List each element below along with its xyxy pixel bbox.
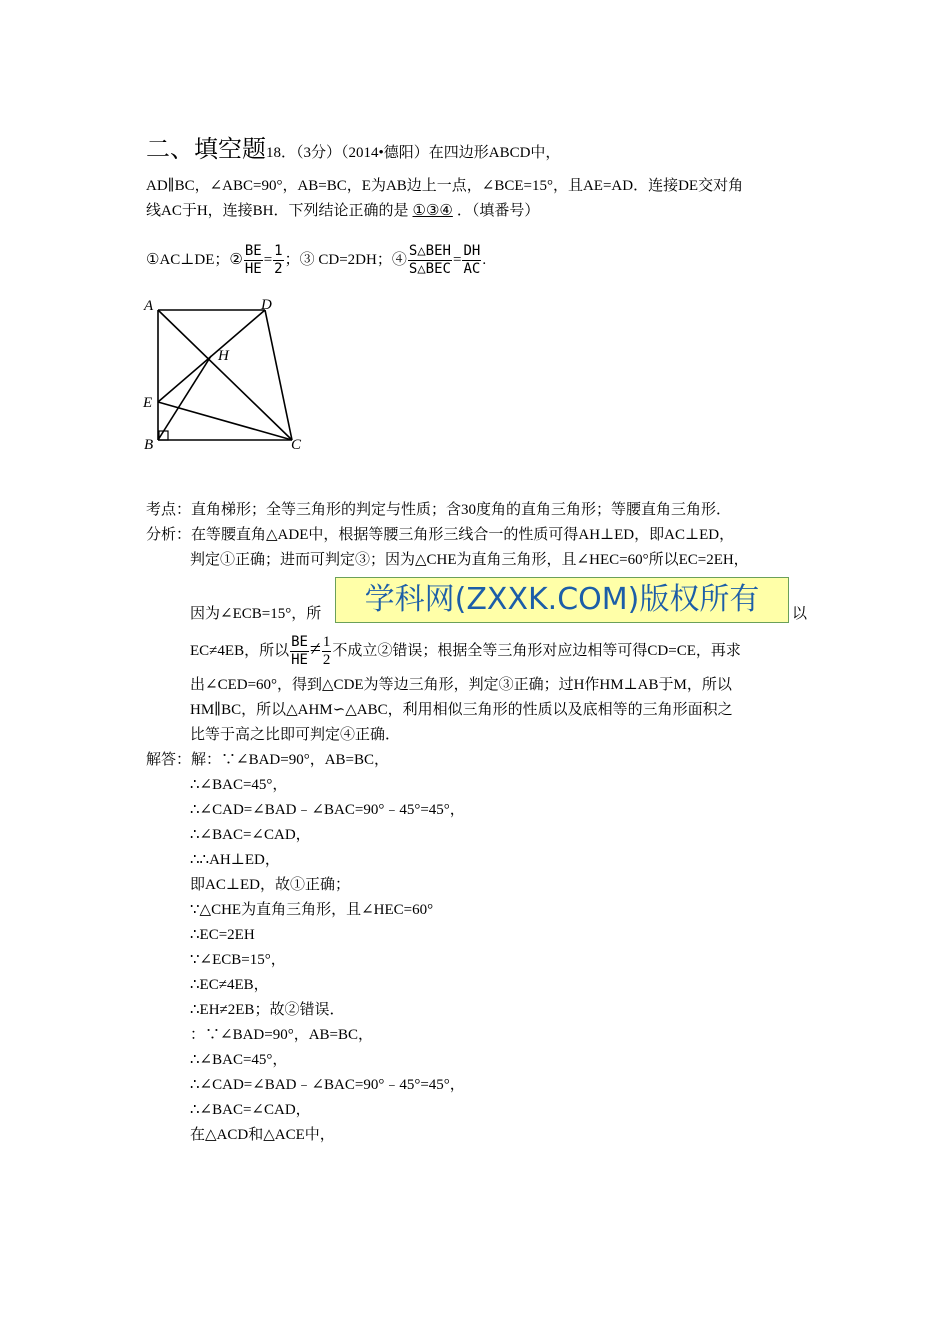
option-end: . (482, 252, 487, 268)
kaodian-line: 考点：直角梯形；全等三角形的判定与性质；含30度角的直角三角形；等腰直角三角形． (146, 502, 732, 518)
jieda-line: ∴∴AH⊥ED， (190, 852, 280, 868)
fenxi-line-3: 因为∠ECB=15°，所 (190, 606, 322, 622)
jieda-line: ∵∠ECB=15°， (190, 952, 286, 968)
fraction-one-half (322, 634, 332, 669)
jieda-line: ∴EH≠2EB；故②错误． (190, 1002, 345, 1018)
geometry-figure (140, 292, 320, 457)
fenxi-line-5: 出∠CED=60°，得到△CDE为等边三角形，判定③正确；过H作HM⊥AB于M，所以 (190, 677, 732, 693)
jieda-line-1: 解答：解：∵∠BAD=90°，AB=BC， (146, 752, 390, 768)
segment-bh (158, 356, 211, 440)
problem-line-2-end: ．（填番号） (456, 203, 540, 219)
section-title: 二、填空题 (146, 137, 266, 163)
jieda-line: 即AC⊥ED，故①正确； (190, 877, 350, 893)
watermark-banner: 学科网(ZXXK.COM)版权所有 (335, 577, 789, 623)
jieda-line: ∴∠BAC=∠CAD， (190, 827, 311, 843)
jieda-line: ∴EC=2EH (190, 927, 255, 943)
label-h: H (218, 348, 229, 364)
fraction-numerator: 1 (274, 243, 283, 260)
equals-sign: = (452, 252, 462, 268)
jieda-line: ∴EC≠4EB， (190, 977, 269, 993)
fraction-denominator: S△BEC (408, 261, 451, 278)
fenxi-line-7: 比等于高之比即可判定④正确． (190, 727, 401, 743)
fraction-numerator: 1 (322, 634, 331, 651)
jieda-line: 在△ACD和△ACE中， (190, 1127, 335, 1143)
jieda-line: ∴∠BAC=45°， (190, 1052, 288, 1068)
jieda-line: ∴∠CAD=∠BAD﹣∠BAC=90°﹣45°=45°， (190, 802, 465, 818)
question-intro: 18．（3分）（2014•德阳）在四边形ABCD中， (266, 145, 561, 161)
fraction-numerator: BE (291, 634, 308, 651)
label-c: C (291, 437, 302, 453)
fraction-numerator: S△BEH (408, 243, 451, 260)
fenxi-line-4 (190, 627, 741, 673)
fenxi-line-4-end: 不成立②错误；根据全等三角形对应边相等可得CD=CE，再求 (332, 643, 741, 659)
option-1-text: ①AC⊥DE；② (146, 252, 243, 268)
fraction-numerator: DH (463, 243, 481, 260)
fraction-numerator: BE (244, 243, 262, 260)
problem-line-1: AD∥BC，∠ABC=90°，AB=BC，E为AB边上一点，∠BCE=15°，且AE=AD．连接DE交对角 (146, 178, 744, 194)
label-e: E (143, 395, 153, 411)
fenxi-line-4-text: EC≠4EB，所以 (190, 643, 290, 659)
fraction-be-he (244, 243, 263, 278)
jieda-line: ∴∠BAC=45°， (190, 777, 288, 793)
label-a: A (144, 298, 154, 314)
fenxi-line-2: 判定①正确；进而可判定③；因为△CHE为直角三角形，且∠HEC=60°所以EC=2EH， (190, 552, 749, 568)
label-b: B (144, 437, 154, 453)
segment-de (158, 310, 265, 402)
equals-sign: = (263, 252, 273, 268)
fraction-denominator: AC (463, 261, 481, 278)
jieda-line: ∴∠CAD=∠BAD﹣∠BAC=90°﹣45°=45°， (190, 1077, 465, 1093)
segment-dc (265, 310, 292, 440)
heading-line (146, 135, 560, 168)
fenxi-line-3-end: 以 (792, 606, 808, 622)
option-3-text: ；③ CD=2DH；④ (284, 252, 407, 268)
jieda-line: ∵△CHE为直角三角形，且∠HEC=60° (190, 902, 434, 918)
fraction-denominator: 2 (274, 261, 283, 278)
fraction-one-half (273, 243, 283, 278)
options-line (146, 238, 486, 282)
answer-blank: ①③④ (412, 203, 453, 219)
problem-line-2 (146, 201, 539, 221)
problem-line-2-text: 线AC于H，连接BH．下列结论正确的是 (146, 203, 409, 219)
fraction-denominator: HE (291, 652, 308, 669)
fraction-denominator: 2 (322, 652, 331, 669)
fraction-denominator: HE (244, 261, 262, 278)
fraction-be-he (290, 634, 309, 669)
jieda-line: ∴∠BAC=∠CAD， (190, 1102, 311, 1118)
label-d: D (261, 297, 272, 313)
jieda-line: ：∵∠BAD=90°，AB=BC， (190, 1027, 374, 1043)
fraction-area-ratio (408, 243, 452, 278)
fraction-dh-ac (462, 243, 481, 278)
fenxi-line-6: HM∥BC，所以△AHM∽△ABC，利用相似三角形的性质以及底相等的三角形面积之 (190, 702, 733, 718)
not-equal-sign: ≠ (309, 638, 321, 660)
fenxi-line-1: 分析：在等腰直角△ADE中，根据等腰三角形三线合一的性质可得AH⊥ED，即AC⊥ED， (146, 527, 735, 543)
